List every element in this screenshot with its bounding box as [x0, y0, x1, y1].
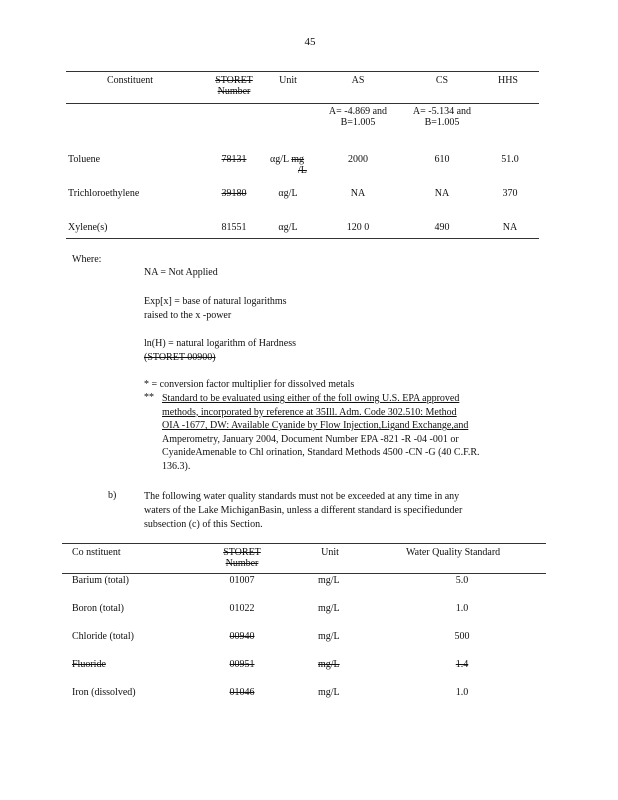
table-2-row-storet: 01046 [229, 687, 255, 698]
table-2-row-storet: 00951 [229, 659, 255, 670]
header-unit: Unit [321, 547, 339, 558]
table-2-row-value: 1.0 [455, 603, 469, 614]
header-hhs: HHS [497, 75, 518, 86]
section-b-marker: b) [108, 490, 117, 501]
header-storet-line2: Number [217, 86, 251, 97]
table-1-row-as: 120 0 [346, 222, 370, 233]
table-1-top-rule [66, 71, 539, 72]
table-1-row-cs: 490 [434, 222, 450, 233]
table-1-row-unit: αg/L [278, 222, 298, 233]
double-star-line: Amperometry, January 2004, Document Number EPA -821 -R -04 -001 or [162, 433, 459, 445]
double-star-definition [162, 392, 480, 474]
double-star-line: methods, incorporated by reference at 35Ill. Adm. Code 302.510: Method [162, 406, 457, 418]
unit-value: αg/L [270, 154, 289, 165]
header-storet [206, 75, 262, 97]
as-params [318, 106, 398, 128]
double-star-line: 136.3). [162, 460, 191, 472]
where-label: Where: [72, 254, 102, 265]
table-1-row-cs: NA [434, 188, 450, 199]
header-storet [212, 547, 272, 569]
exp-definition-line1: Exp[x] = base of natural logarithms [144, 296, 287, 307]
header-storet-line1: STORET [223, 547, 261, 558]
as-params-line1: A= -4.869 and [328, 106, 388, 117]
header-cs: CS [435, 75, 449, 86]
table-2-row-value: 1.0 [455, 687, 469, 698]
table-2-row-unit: mg/L [318, 687, 340, 698]
header-storet-line2: Number [225, 558, 259, 569]
cs-params-line2: B=1.005 [424, 117, 460, 128]
table-2-row-value: 5.0 [455, 575, 469, 586]
table-2-row-name: Boron (total) [72, 603, 124, 614]
header-storet-line1: STORET [215, 75, 253, 86]
table-2-row-unit: mg/L [318, 631, 340, 642]
page-number: 45 [304, 36, 316, 48]
exp-definition [144, 295, 287, 323]
header-as: AS [351, 75, 365, 86]
table-2-row-storet: 01007 [229, 575, 255, 586]
section-b-line: waters of the Lake MichiganBasin, unless a different standard is specifiedunder [144, 505, 463, 516]
table-1-bottom-rule [66, 238, 539, 239]
table-2-row-unit: mg/L [318, 603, 340, 614]
table-2-top-rule [62, 543, 546, 544]
table-2-row-unit: mg/L [318, 575, 340, 586]
table-2-row-storet: 01022 [229, 603, 255, 614]
double-star-line: Standard to be evaluated using either of the foll owing U.S. EPA approved [162, 393, 460, 404]
table-2-row-unit: mg/L [318, 659, 340, 670]
table-1-row-unit [270, 154, 307, 176]
table-2-row-storet: 00940 [229, 631, 255, 642]
table-1-header-rule [66, 103, 539, 104]
table-1-row-cs: 610 [434, 154, 450, 165]
ln-definition-line2: (STORET 00900) [144, 352, 216, 363]
double-star-line: OIA -1677, DW: Available Cyanide by Flow Injection,Ligand Exchange,and [162, 420, 469, 432]
as-params-line2: B=1.005 [340, 117, 376, 128]
table-1-row-name: Trichloroethylene [68, 188, 140, 199]
table-1-row-storet: 78131 [221, 154, 247, 165]
table-2-row-value: 1.4 [455, 659, 469, 670]
ln-definition-line1: ln(H) = natural logarithm of Hardness [144, 338, 296, 349]
table-2-row-value: 500 [454, 631, 470, 642]
unit-struck-cont: /L [298, 165, 307, 176]
table-2-row-name: Chloride (total) [72, 631, 134, 642]
ln-definition [144, 337, 296, 365]
header-constituent: Constituent [106, 75, 154, 86]
double-star-line: CyanideAmenable to Chl orination, Standard Methods 4500 -CN -G (40 C.F.R. [162, 447, 480, 459]
table-1-row-hhs: 51.0 [501, 154, 519, 165]
table-1-row-name: Toluene [68, 154, 101, 165]
cs-params [402, 106, 482, 128]
table-2-row-name: Barium (total) [72, 575, 129, 586]
table-1-row-as: NA [350, 188, 366, 199]
exp-definition-line2: raised to the x -power [144, 310, 232, 321]
table-2-row-name: Fluoride [72, 659, 106, 670]
table-1-row-as: 2000 [348, 154, 368, 165]
header-constituent: Co nstituent [72, 547, 121, 558]
cs-params-line1: A= -5.134 and [412, 106, 472, 117]
table-2-row-name: Iron (dissolved) [72, 687, 136, 698]
table-1-row-storet: 81551 [221, 222, 247, 233]
star-definition: * = conversion factor multiplier for dissolved metals [144, 379, 355, 390]
table-2-header-rule [62, 573, 546, 574]
table-1-row-name: Xylene(s) [68, 222, 108, 233]
table-1-row-unit: αg/L [278, 188, 298, 199]
na-definition: NA = Not Applied [144, 267, 218, 278]
section-b-text [144, 490, 462, 532]
table-1-row-hhs: 370 [502, 188, 518, 199]
header-standard: Water Quality Standard [406, 547, 501, 558]
table-1-row-storet: 39180 [221, 188, 247, 199]
table-1-row-hhs: NA [502, 222, 518, 233]
double-star-marker: ** [144, 392, 154, 403]
unit-struck: mg [291, 154, 305, 165]
section-b-line: subsection (c) of this Section. [144, 519, 263, 530]
header-unit: Unit [279, 75, 297, 86]
section-b-line: The following water quality standards must not be exceeded at any time in any [144, 491, 460, 502]
